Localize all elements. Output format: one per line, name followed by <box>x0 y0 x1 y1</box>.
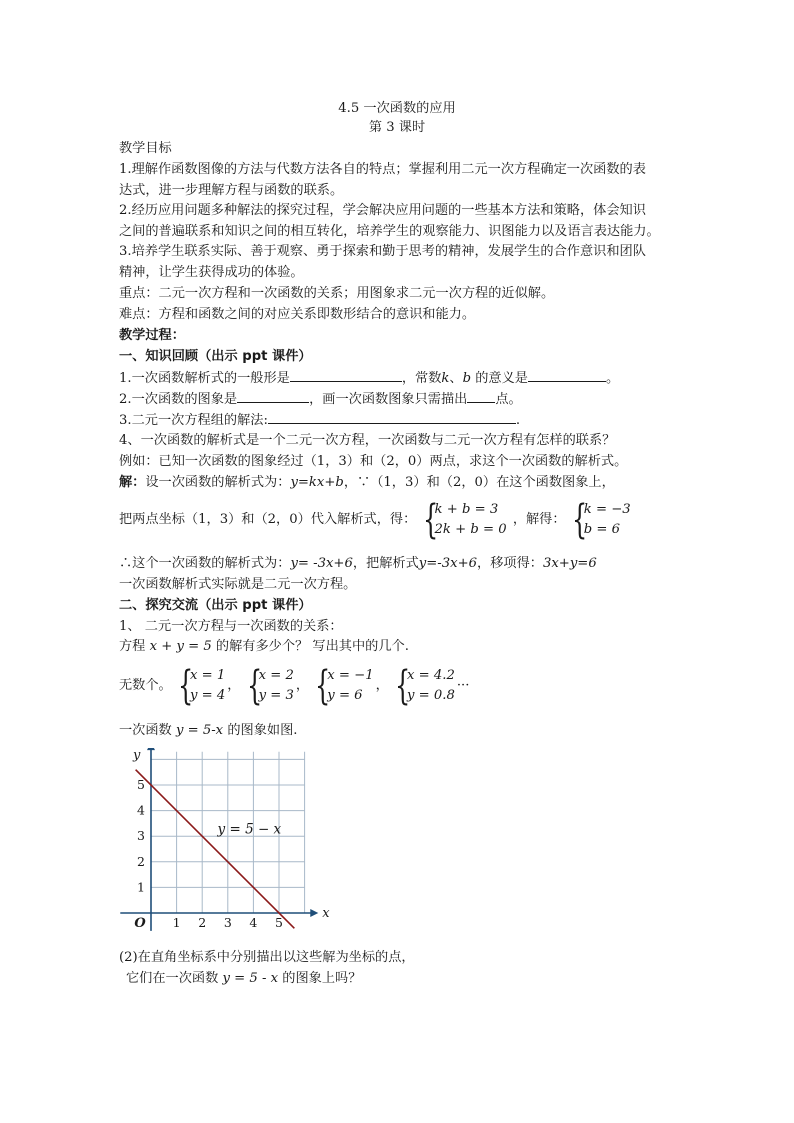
sol-a-row-2: y = 4 <box>189 687 226 703</box>
y-axis-label: y <box>133 748 141 764</box>
series <box>136 770 295 929</box>
question-1 <box>119 368 619 389</box>
process-heading: 教学过程： <box>119 328 185 343</box>
q1-var-b: b <box>462 371 472 386</box>
solution-label: 解： <box>119 475 146 490</box>
eq-q-formula: x + y = 5 <box>149 639 212 654</box>
y-tick-label: 5 <box>137 777 145 792</box>
y-tick-label: 3 <box>137 828 145 844</box>
y-tick-label: 4 <box>137 802 145 818</box>
sol-b-row-2: y = 3 <box>258 687 294 703</box>
q1-text-c: 的意义是 <box>471 371 528 386</box>
example: 例如：已知一次函数的图象经过（1，3）和（2，0）两点，求这个一次函数的解析式。 <box>119 454 628 469</box>
q1-sep: 、 <box>449 371 463 386</box>
q2-blank-2[interactable] <box>467 389 495 403</box>
q2-text-a: 2.一次函数的图象是 <box>119 392 238 407</box>
comma: ， <box>375 678 389 693</box>
goal-1-line-2: 达式，进一步理解方程与函数的联系。 <box>119 183 344 198</box>
sol-c-row-2: y = 6 <box>327 687 363 703</box>
p6-formula: y = 5 - x <box>222 971 279 986</box>
system-2-row-1: k = −3 <box>583 501 631 517</box>
q3-blank[interactable] <box>268 410 516 424</box>
q1-text-d: 。 <box>606 371 620 386</box>
p6-text-a: 它们在一次函数 <box>126 971 223 986</box>
solutions-line <box>119 664 469 708</box>
comma: ， <box>227 678 241 693</box>
tick-labels <box>132 748 330 931</box>
question-4: 4、一次函数的解析式是一个二元一次方程，一次函数与二元一次方程有怎样的联系？ <box>119 433 616 448</box>
solution-system-c <box>315 662 374 709</box>
q1-text-b: ，常数 <box>401 371 442 386</box>
part-1-title: 1、 二元一次方程与一次函数的关系： <box>119 619 343 634</box>
y-tick-label: 2 <box>137 853 145 869</box>
key-point: 重点：二元一次方程和一次函数的关系；用图象求二元一次方程的近似解。 <box>119 286 555 301</box>
y-tick-label: 1 <box>137 879 145 895</box>
solution-system-b <box>246 662 294 709</box>
solution-system-d <box>395 662 455 709</box>
sol-b-row-1: x = 2 <box>258 667 294 683</box>
p6-text-b: 的图象上吗？ <box>278 971 362 986</box>
x-tick-label: 1 <box>172 915 181 930</box>
solution-line <box>119 473 615 493</box>
ellipsis: ··· <box>456 678 470 693</box>
x-axis-label: x <box>322 906 330 921</box>
goal-2-line-1: 2.经历应用问题多种解法的探究过程，学会解决应用问题的一些基本方法和策略，体会知识 <box>119 203 646 218</box>
graph-caption <box>119 721 297 741</box>
brace-icon: { <box>395 662 411 709</box>
x-tick-label: 4 <box>249 915 258 930</box>
q1-text-a: 1.一次函数解析式的一般形是 <box>119 371 290 386</box>
goal-2-line-2: 之间的普遍联系和知识之间的相互转化，培养学生的观察能力、识图能力以及语言表达能力。 <box>119 224 660 239</box>
substitution-text-a: 把两点坐标（1，3）和（2，0）代入解析式，得： <box>119 512 417 527</box>
brace-icon: { <box>422 496 438 543</box>
series-label: y = 5 − x <box>217 821 282 838</box>
brace-icon: { <box>571 496 588 543</box>
caption-text-a: 一次函数 <box>119 723 176 738</box>
sol-a-row-1: x = 1 <box>189 667 226 683</box>
goal-3-line-1: 3.培养学生联系实际、善于观察、勇于探索和勤于思考的精神，发展学生的合作意识和团队 <box>119 244 646 259</box>
q1-blank-2[interactable] <box>528 368 606 382</box>
x-axis-arrow-icon <box>310 909 318 917</box>
section-2-heading: 二、探究交流（出示 ppt 课件） <box>119 598 312 613</box>
section-1-heading: 一、知识回顾（出示 ppt 课件） <box>119 349 312 364</box>
substitution-text-b: ，解得： <box>512 512 566 527</box>
therefore-text-c: ，移项得： <box>477 556 543 571</box>
sol-d-row-2: y = 0.8 <box>407 687 455 703</box>
therefore-line <box>119 554 597 574</box>
system-2-row-2: b = 6 <box>583 521 621 537</box>
eq-q-text-a: 方程 <box>119 639 150 654</box>
x-tick-label: 2 <box>198 915 207 930</box>
conclusion: 一次函数解析式实际就是二元一次方程。 <box>119 577 357 592</box>
goal-3-line-2: 精神，让学生获得成功的体验。 <box>119 265 304 280</box>
eq-q-text-b: 的解有多少个？ 写出其中的几个. <box>211 639 409 654</box>
q2-text-c: 点。 <box>495 392 522 407</box>
axes <box>120 748 318 931</box>
comma: ， <box>295 678 310 693</box>
solution-text-a: 设一次函数的解析式为： <box>145 475 291 490</box>
solution-formula: y=kx+b <box>290 475 344 490</box>
sol-c-row-1: x = −1 <box>327 667 374 683</box>
q3-text-b: . <box>515 413 521 428</box>
equation-question <box>119 637 409 657</box>
therefore-formula-2: y=-3x+6 <box>418 556 478 571</box>
question-2 <box>119 389 522 410</box>
caption-text-b: 的图象如图. <box>223 723 298 738</box>
goal-1-line-1: 1.理解作函数图像的方法与代数方法各自的特点；掌握利用二元一次方程确定一次函数的表 <box>119 162 646 177</box>
x-tick-label: 3 <box>223 915 232 930</box>
equation-system-1 <box>422 496 507 543</box>
caption-formula: y = 5-x <box>175 723 224 738</box>
system-1-row-2: 2k + b = 0 <box>434 521 507 537</box>
q3-text-a: 3.二元一次方程组的解法: <box>119 413 268 428</box>
part-2-line-1: (2)在直角坐标系中分别描出以这些解为坐标的点， <box>119 950 415 965</box>
system-1-row-1: k + b = 3 <box>434 501 499 517</box>
therefore-formula-3: 3x+y=6 <box>542 556 597 571</box>
goals-heading: 教学目标 <box>119 141 172 156</box>
q2-text-b: ，画一次函数图象只需描出 <box>309 392 468 407</box>
equation-system-2 <box>571 496 631 543</box>
origin-label: O <box>134 916 146 931</box>
solution-system-a <box>177 662 226 709</box>
q2-blank-1[interactable] <box>237 389 309 403</box>
therefore-text-b: ，把解析式 <box>352 556 419 571</box>
page-title: 4.5 一次函数的应用 <box>338 101 456 116</box>
difficult-point: 难点：方程和函数之间的对应关系即数形结合的意识和能力。 <box>119 307 476 322</box>
brace-icon: { <box>177 662 194 709</box>
therefore-formula-1: y= -3x+6 <box>290 556 353 571</box>
q1-var-k: k <box>441 371 450 386</box>
part-2-line-2 <box>126 969 361 989</box>
brace-icon: { <box>315 662 331 709</box>
infinite-text: 无数个。 <box>119 678 172 693</box>
function-graph <box>115 748 330 936</box>
series-line <box>136 770 295 929</box>
x-tick-label: 5 <box>275 915 283 930</box>
q1-blank-1[interactable] <box>290 368 402 382</box>
therefore-text-a: ∴这个一次函数的解析式为： <box>119 556 291 571</box>
question-3 <box>119 410 520 431</box>
brace-icon: { <box>246 662 262 709</box>
substitution-line <box>119 498 633 542</box>
sol-d-row-1: x = 4.2 <box>407 667 455 683</box>
y-axis-arrow-icon <box>147 748 155 750</box>
lesson-number: 第 3 课时 <box>368 120 426 135</box>
solution-text-b: ，∵（1，3）和（2，0）在这个函数图象上， <box>343 475 615 490</box>
